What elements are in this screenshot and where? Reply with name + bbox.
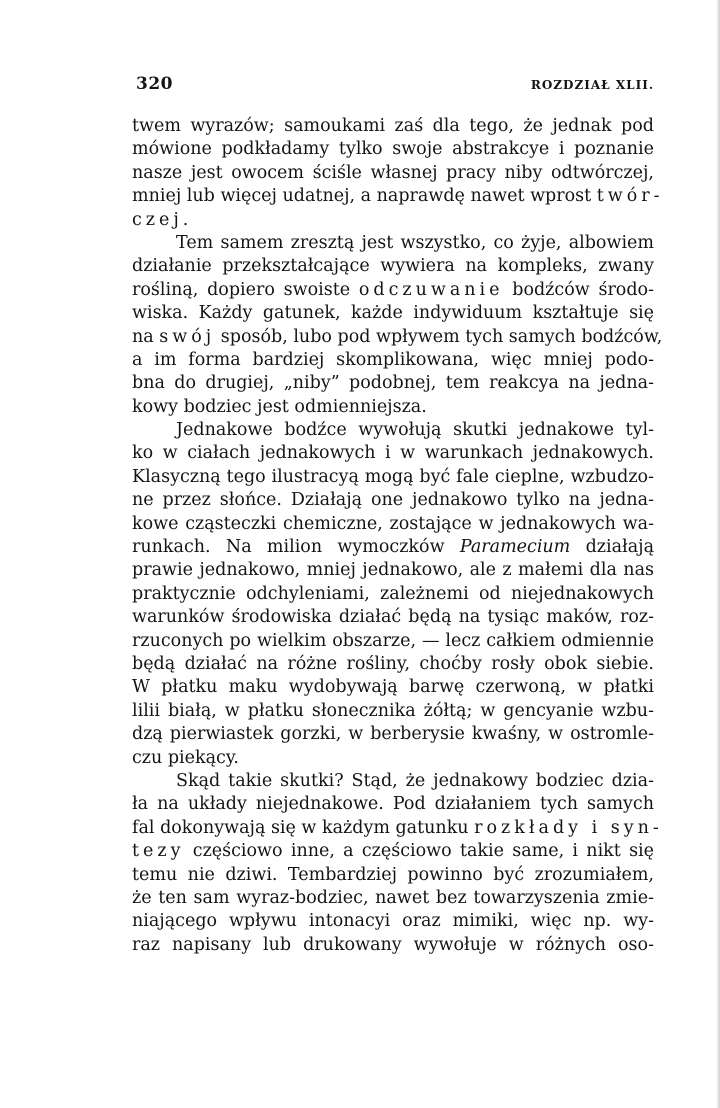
text-segment: praktycznie odchyleniami, zależnemi od niejednakowych xyxy=(132,583,654,604)
italic-text: Paramecium xyxy=(459,537,571,558)
text-line xyxy=(132,606,654,629)
text-line xyxy=(132,442,654,465)
text-line xyxy=(132,559,654,582)
text-segment: mówione podkładamy tylko swoje abstrakcye i poznanie xyxy=(132,139,654,160)
text-segment: fal dokonywają się w każdym gatunku xyxy=(132,817,475,838)
text-line xyxy=(132,396,654,419)
text-line xyxy=(132,747,654,770)
text-line xyxy=(132,793,654,816)
text-line xyxy=(132,840,654,863)
text-line xyxy=(132,934,654,957)
text-segment: niającego wpływu intonacyi oraz mimiki, więc np. wy- xyxy=(132,911,654,932)
text-segment: runkach. Na milion wymoczków xyxy=(132,537,460,558)
text-line xyxy=(132,419,654,442)
spaced-text: czej. xyxy=(132,209,193,230)
text-segment: a im forma bardziej skomplikowana, więc mniej podo- xyxy=(132,349,654,370)
text-line xyxy=(132,653,654,676)
text-segment: częściowo inne, a częściowo takie same, i nikt się xyxy=(184,841,654,862)
text-segment: Jednakowe bodźce wywołują skutki jednakowe tyl- xyxy=(176,420,654,441)
text-line xyxy=(132,302,654,325)
text-segment: ła na układy niejednakowe. Pod działaniem tych samych xyxy=(132,794,654,815)
body-text xyxy=(132,115,664,957)
text-segment: prawie jednakowo, mniej jednakowo, ale z małemi dla nas xyxy=(132,560,654,581)
text-segment: kowe cząsteczki chemiczne, zostające w jednakowych wa- xyxy=(132,513,654,534)
text-segment: że ten sam wyraz-bodziec, nawet bez towarzyszenia zmie- xyxy=(132,887,654,908)
text-line xyxy=(132,279,654,302)
text-line xyxy=(132,185,664,208)
text-line xyxy=(132,326,663,349)
text-line xyxy=(132,887,654,910)
text-line xyxy=(132,255,654,278)
text-line xyxy=(132,676,654,699)
text-segment: twem wyrazów; samoukami zaś dla tego, że jednak pod xyxy=(132,116,654,136)
page-number: 320 xyxy=(136,74,173,94)
text-segment: temu nie dziwi. Tembardziej powinno być zrozumiałem, xyxy=(132,864,654,885)
text-line xyxy=(132,770,654,793)
text-line xyxy=(132,583,654,606)
text-segment: kowy bodziec jest odmienniejsza. xyxy=(132,396,427,417)
spaced-text: rozkłady i syn- xyxy=(474,817,663,838)
text-segment: ne przez słońce. Działają one jednakowo tylko na jedna- xyxy=(132,490,654,511)
spaced-text: tezy xyxy=(132,841,185,862)
spaced-text: swój xyxy=(159,326,216,347)
text-line xyxy=(132,115,654,138)
text-segment: raz napisany lub drukowany wywołuje w różnych oso- xyxy=(132,934,654,955)
text-segment: warunków środowiska działać będą na tysiąc maków, roz- xyxy=(132,607,654,628)
text-line xyxy=(132,232,654,255)
text-segment: W płatku maku wydobywają barwę czerwoną, w płatki xyxy=(132,677,654,698)
text-segment: Klasyczną tego ilustracyą mogą być fale cieplne, wzbudzo- xyxy=(132,466,654,487)
text-segment: Tem samem zresztą jest wszystko, co żyje, albowiem xyxy=(176,232,654,253)
text-line xyxy=(132,910,654,933)
text-segment: Skąd takie skutki? Stąd, że jednakowy bodziec dzia- xyxy=(176,770,654,791)
spaced-text: odczuwanie xyxy=(358,279,504,300)
text-line xyxy=(132,466,654,489)
running-head: ROZDZIAŁ XLII. xyxy=(530,78,654,92)
text-line xyxy=(132,630,654,653)
text-segment: działają xyxy=(570,537,654,558)
text-line xyxy=(132,817,663,840)
text-segment: dzą pierwiastek gorzki, w berberysie kwaśny, w ostromle- xyxy=(132,724,654,745)
text-segment: ko w ciałach jednakowych i w warunkach jednakowych. xyxy=(132,443,654,464)
text-line xyxy=(132,138,654,161)
text-segment: bodźców środo- xyxy=(503,279,654,300)
text-segment: sposób, lubo pod wpływem tych samych bodźców, xyxy=(215,326,663,347)
text-line xyxy=(132,209,654,232)
text-segment: wiska. Każdy gatunek, każde indywiduum kształtuje się xyxy=(132,303,654,324)
spaced-text: twór- xyxy=(596,186,664,207)
text-segment: będą działać na różne rośliny, choćby rosły obok siebie. xyxy=(132,653,654,674)
text-line xyxy=(132,700,654,723)
text-line xyxy=(132,162,654,185)
text-segment: nasze jest owocem ściśle własnej pracy niby odtwórczej, xyxy=(132,162,654,183)
page-edge xyxy=(716,0,720,1108)
text-segment: lilii białą, w płatku słonecznika żółtą; w gencyanie wzbu- xyxy=(132,700,654,721)
text-line xyxy=(132,513,654,536)
text-segment: czu piekący. xyxy=(132,747,239,768)
text-segment: na xyxy=(132,326,160,347)
text-line xyxy=(132,349,654,372)
text-segment: bna do drugiej, „niby” podobnej, tem reakcya na jedna- xyxy=(132,373,654,394)
text-segment: rośliną, dopiero swoiste xyxy=(132,279,359,300)
text-line xyxy=(132,864,654,887)
text-segment: działanie przekształcające wywiera na kompleks, zwany xyxy=(132,256,654,277)
text-line xyxy=(132,372,654,395)
text-segment: mniej lub więcej udatnej, a naprawdę nawet wprost xyxy=(132,186,597,207)
text-segment: rzuconych po wielkim obszarze, — lecz całkiem odmiennie xyxy=(132,630,654,651)
text-line xyxy=(132,723,654,746)
text-line xyxy=(132,536,654,559)
text-line xyxy=(132,489,654,512)
